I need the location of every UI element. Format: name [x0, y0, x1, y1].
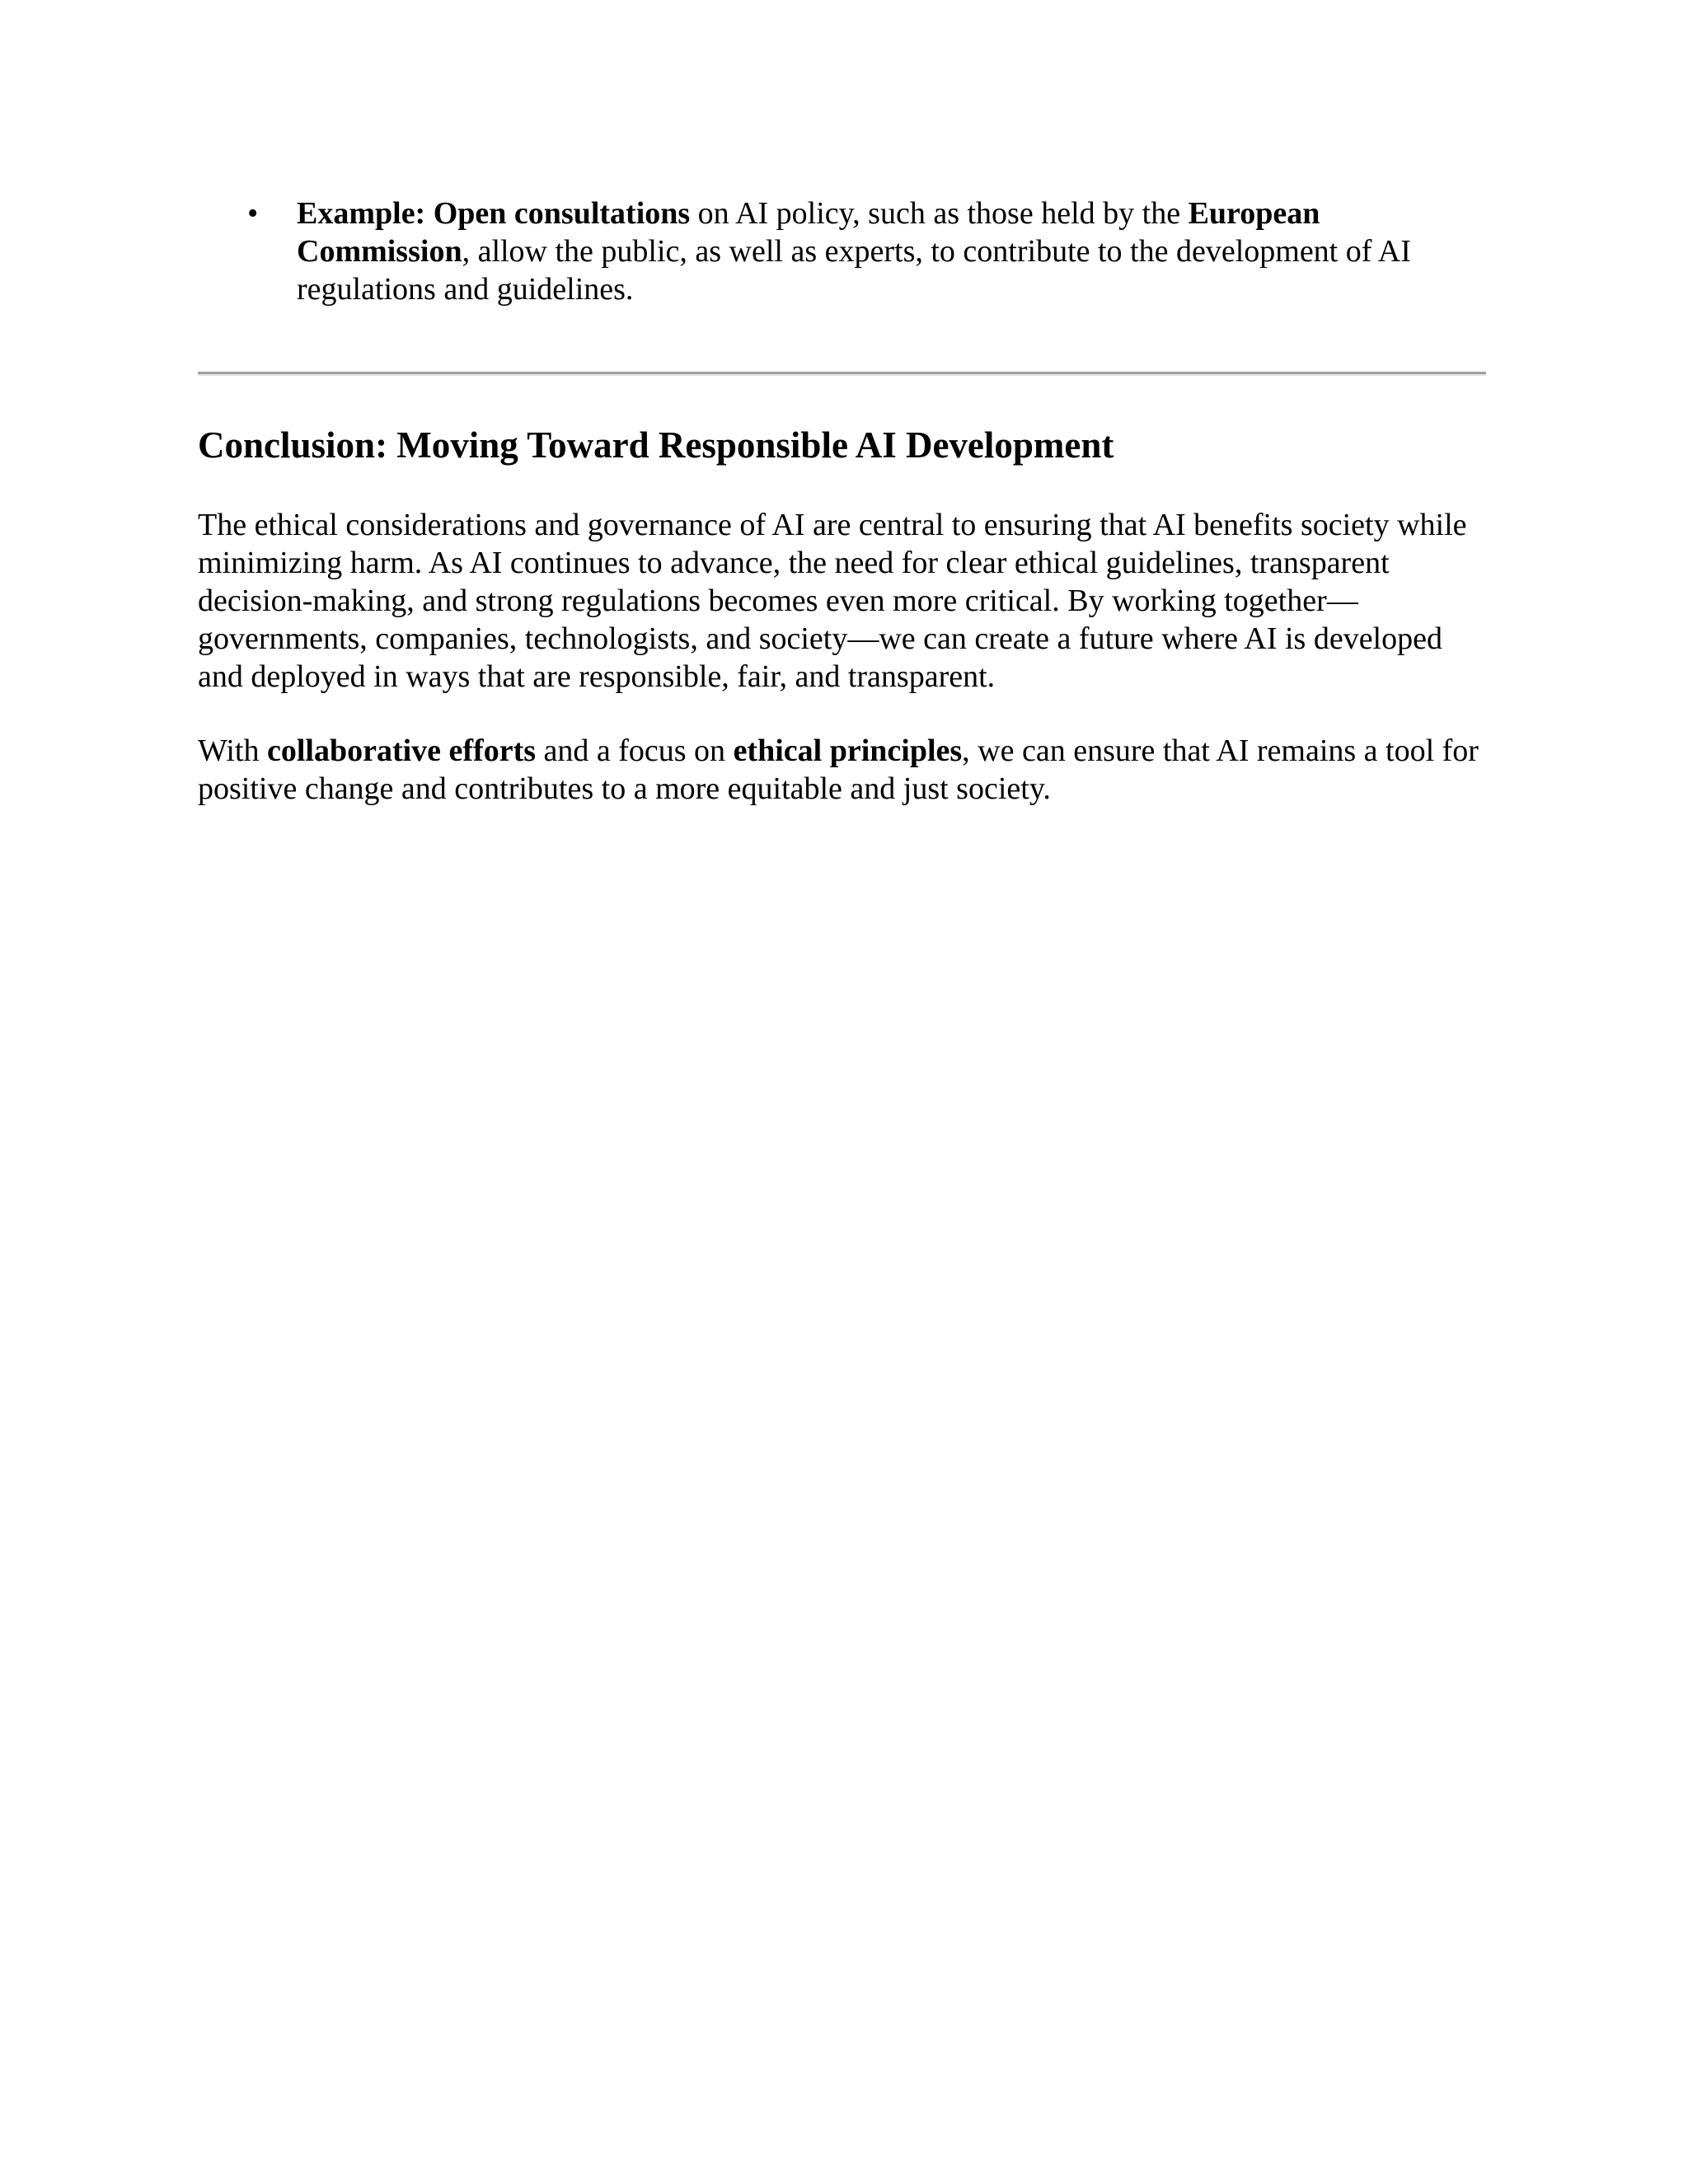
- closing-bold-1: collaborative efforts: [266, 733, 537, 768]
- bullet-bold-org: European Commission: [297, 196, 1320, 269]
- closing-text-1: With: [198, 733, 267, 768]
- section-heading: Conclusion: Moving Toward Responsible AI Development: [198, 424, 1114, 466]
- closing-bold-2: ethical principles: [733, 733, 963, 768]
- closing-text-3: , we can ensure that AI remains a tool for positive change and contributes to a more equitable and just society.: [198, 733, 1479, 806]
- closing-paragraph: [198, 732, 1492, 808]
- bullet-text-end: , allow the public, as well as experts, to contribute to the development of AI regulations and guidelines.: [297, 234, 1411, 307]
- bullet-text: on AI policy, such as those held by the: [690, 196, 1189, 231]
- bullet-bold-lead: Example: Open consultations: [297, 196, 691, 231]
- list-item: [198, 194, 1484, 308]
- bullet-list: [198, 194, 1484, 308]
- bullet-glyph: •: [247, 196, 259, 231]
- conclusion-paragraph: The ethical considerations and governance of AI are central to ensuring that AI benefits society while minimizing harm. As AI continues to advance, the need for clear ethical guidelines, transparent decision-making, and strong regulations becomes even more critical. By working together—governments, companies, technologists, and society—we can create a future where AI is developed and deployed in ways that are responsible, fair, and transparent.: [198, 508, 1467, 694]
- closing-text-2: and a focus on: [536, 733, 734, 768]
- horizontal-rule: [198, 372, 1486, 376]
